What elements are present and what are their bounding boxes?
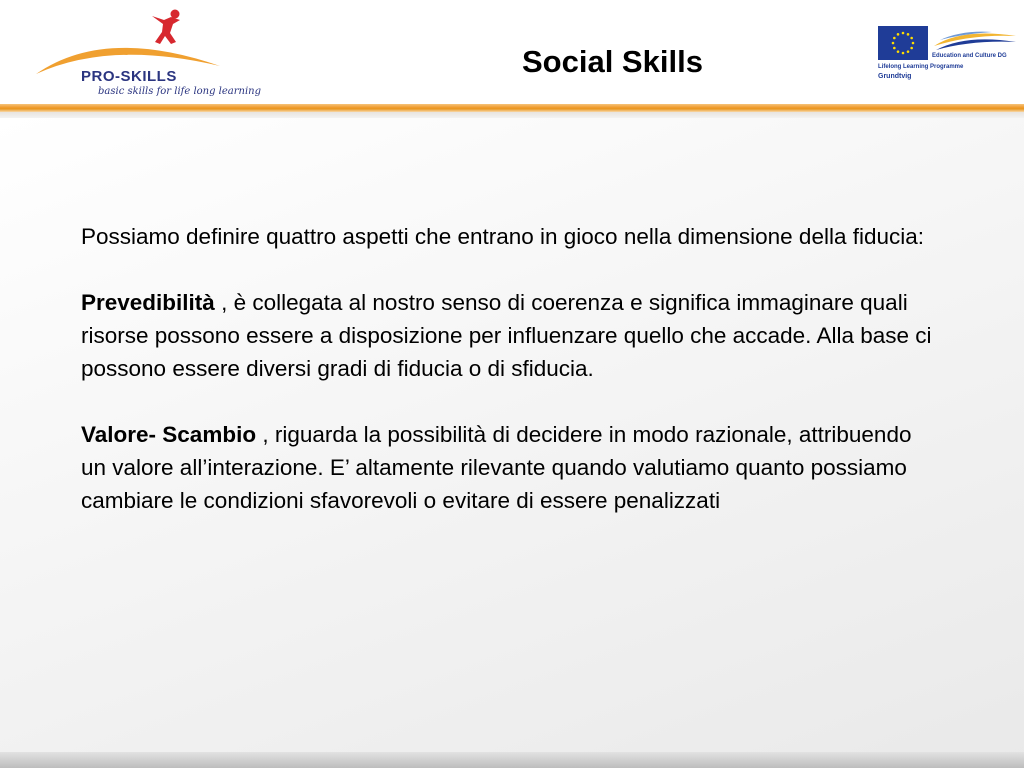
running-person-icon — [152, 10, 180, 45]
llp-swoosh-icon — [932, 26, 1018, 52]
eu-llp-logo — [878, 26, 1018, 86]
item-term: Prevedibilità — [81, 290, 215, 315]
eu-star-icon — [910, 37, 913, 40]
item-term: Valore- Scambio — [81, 422, 257, 447]
logo-name: PRO-SKILLS — [81, 68, 177, 85]
slide-title: Social Skills — [522, 44, 703, 79]
eu-star-icon — [907, 50, 910, 53]
item-paragraph-prevedibilita — [81, 286, 941, 385]
logo-tagline: basic skills for life long learning — [98, 86, 262, 97]
eu-star-icon — [907, 33, 910, 36]
eu-star-icon — [893, 37, 896, 40]
llp-label: Lifelong Learning Programme — [878, 64, 964, 70]
item-text: , è collegata al nostro senso di coerenza e significa immaginare quali risorse possono essere a disposizione per influenzare quello che accade. Alla base ci possono essere diversi gradi di fiducia o di sfiducia. — [81, 290, 932, 381]
eu-star-icon — [910, 47, 913, 50]
intro-paragraph: Possiamo definire quattro aspetti che entrano in gioco nella dimensione della fiducia: — [81, 224, 925, 249]
item-paragraph-valore-scambio — [81, 418, 941, 517]
grundtvig-label: Grundtvig — [878, 73, 912, 80]
eu-star-icon — [902, 32, 905, 35]
eu-star-icon — [897, 50, 900, 53]
eu-star-icon — [893, 47, 896, 50]
eu-dg-label: Education and Culture DG — [932, 53, 1007, 59]
pro-skills-logo — [30, 6, 260, 102]
header-divider — [0, 104, 1024, 112]
item-text: , riguarda la possibilità di decidere in modo razionale, attribuendo un valore all’interazione. E’ altamente rilevante quando valutiamo quanto possiamo cambiare le condizioni sfavorevoli o evitare di essere penalizzati — [81, 422, 912, 513]
eu-flag-icon — [878, 26, 928, 60]
eu-star-icon — [897, 33, 900, 36]
slide-body — [81, 220, 941, 550]
eu-star-icon — [902, 52, 905, 55]
eu-star-icon — [912, 42, 915, 45]
slide-bottom-edge — [0, 752, 1024, 768]
eu-star-icon — [892, 42, 895, 45]
